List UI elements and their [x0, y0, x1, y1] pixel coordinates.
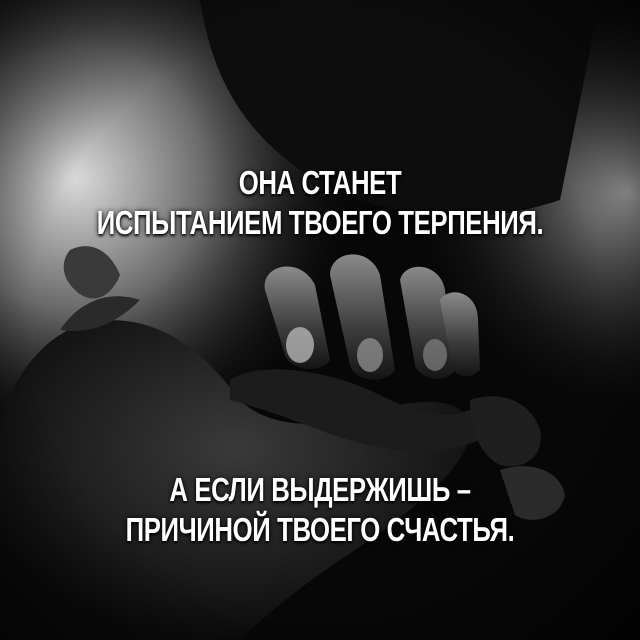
caption-bottom-line1: А ЕСЛИ ВЫДЕРЖИШЬ – [169, 471, 471, 508]
caption-top-line2: ИСПЫТАНИЕМ ТВОЕГО ТЕРПЕНИЯ. [96, 204, 544, 241]
caption-top-line1: ОНА СТАНЕТ [238, 164, 402, 201]
caption-bottom [70, 470, 569, 550]
caption-bottom-line2: ПРИЧИНОЙ ТВОЕГО СЧАСТЬЯ. [125, 511, 515, 548]
caption-top [70, 163, 569, 243]
